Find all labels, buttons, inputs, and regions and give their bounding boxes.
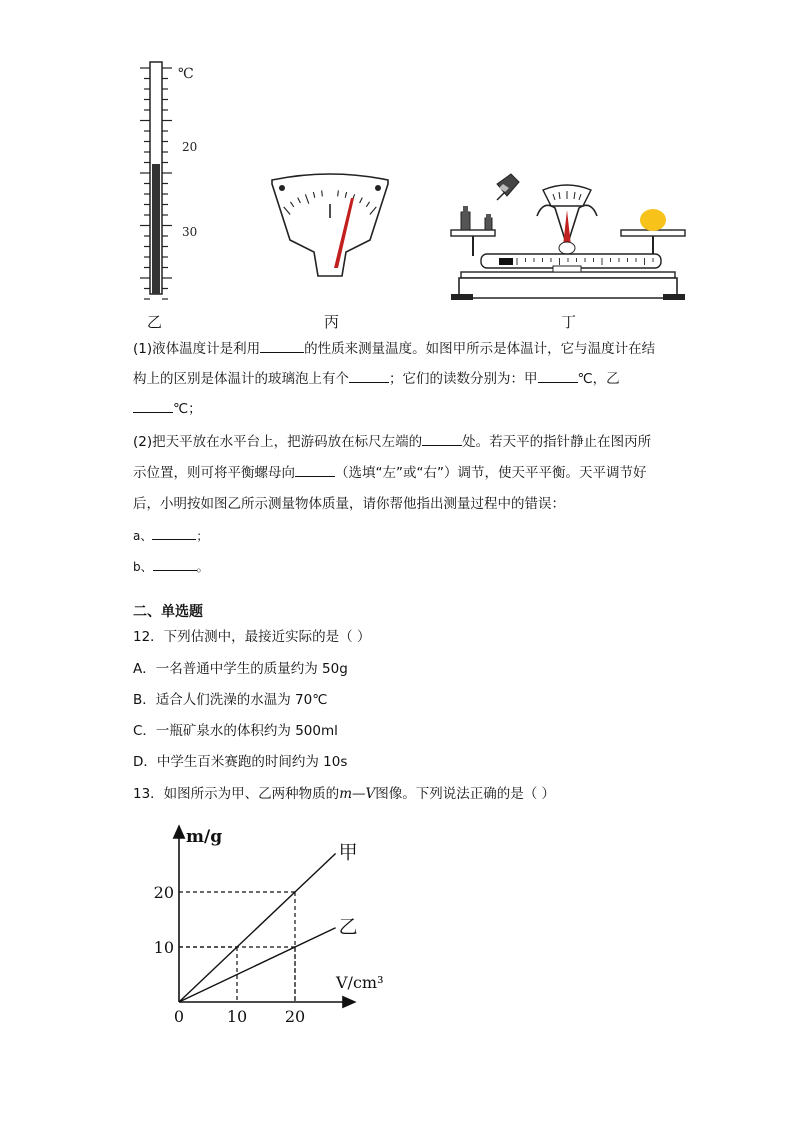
series-label-jia: 甲 xyxy=(338,841,358,864)
y-tick-label: 20 xyxy=(153,883,174,902)
answer-blank[interactable] xyxy=(153,556,197,571)
answer-blank[interactable] xyxy=(422,431,462,446)
balance-dial-figure xyxy=(268,172,392,282)
answer-blank[interactable] xyxy=(152,525,196,540)
q11-part1-line3: ℃； xyxy=(133,398,202,419)
q11-part2-line3: 后，小明按如图乙所示测量物体质量，请你帮他指出测量过程中的错误： xyxy=(133,496,565,512)
x-tick-label: 20 xyxy=(284,1007,306,1026)
answer-blank[interactable] xyxy=(349,368,389,383)
answer-blank[interactable] xyxy=(260,338,304,353)
q11-error-b: b、 。 xyxy=(133,556,209,577)
answer-blank[interactable] xyxy=(538,368,578,383)
q11-part2-line2: 示位置，则可将平衡螺母向 （选填“左”或“右”）调节，使天平平衡。天平调节好 xyxy=(133,462,646,483)
series-label-yi: 乙 xyxy=(338,915,358,938)
x-tick-label: 10 xyxy=(226,1007,248,1026)
q13-stem: 13．如图所示为甲、乙两种物质的m—V图像。下列说法正确的是（ ） xyxy=(133,786,556,802)
rider xyxy=(499,258,513,265)
answer-blank[interactable] xyxy=(295,462,335,477)
caption-yi: 乙 xyxy=(147,313,163,331)
q12-stem: 12．下列估测中，最接近实际的是（ ） xyxy=(133,629,371,645)
series-line-jia xyxy=(179,854,336,1003)
x-tick-label: 0 xyxy=(173,1007,185,1026)
q12-option-a[interactable]: A．一名普通中学生的质量约为 50g xyxy=(133,661,348,677)
series-line-yi xyxy=(179,928,336,1002)
x-axis-label: V/cm³ xyxy=(336,973,384,992)
answer-blank[interactable] xyxy=(133,398,173,413)
thermometer-tick-30: 30 xyxy=(182,225,198,239)
q11-part1-line1: (1)液体温度计是利用 的性质来测量温度。如图甲所示是体温计，它与温度计在结 xyxy=(133,338,655,359)
q11-part2-line1: (2)把天平放在水平台上，把游码放在标尺左端的 处。若天平的指针静止在图丙所 xyxy=(133,431,651,452)
balance-figure xyxy=(445,170,691,305)
dial-tick xyxy=(338,190,339,196)
q12-option-d[interactable]: D．中学生百米赛跑的时间约为 10s xyxy=(133,754,348,770)
q12-option-c[interactable]: C．一瓶矿泉水的体积约为 500ml xyxy=(133,723,338,739)
caption-ding: 丁 xyxy=(561,313,577,331)
mercury-column xyxy=(152,164,160,294)
caption-bing: 丙 xyxy=(324,313,340,331)
y-axis-label: m/g xyxy=(186,827,223,847)
thermometer-figure xyxy=(128,58,208,303)
mv-chart xyxy=(140,812,400,1057)
hand-icon xyxy=(497,174,519,200)
object-on-pan xyxy=(640,209,666,231)
section-heading: 二、单选题 xyxy=(133,604,203,620)
y-tick-label: 10 xyxy=(153,938,174,957)
q11-part1-line2: 构上的区别是体温计的玻璃泡上有个 ；它们的读数分别为：甲 ℃，乙 xyxy=(133,368,620,389)
thermometer-unit: ℃ xyxy=(178,66,194,82)
thermometer-tick-20: 20 xyxy=(182,140,198,154)
dial-tick xyxy=(322,190,323,196)
q12-option-b[interactable]: B．适合人们洗澡的水温为 70℃ xyxy=(133,692,328,708)
q11-error-a: a、 ； xyxy=(133,525,208,546)
